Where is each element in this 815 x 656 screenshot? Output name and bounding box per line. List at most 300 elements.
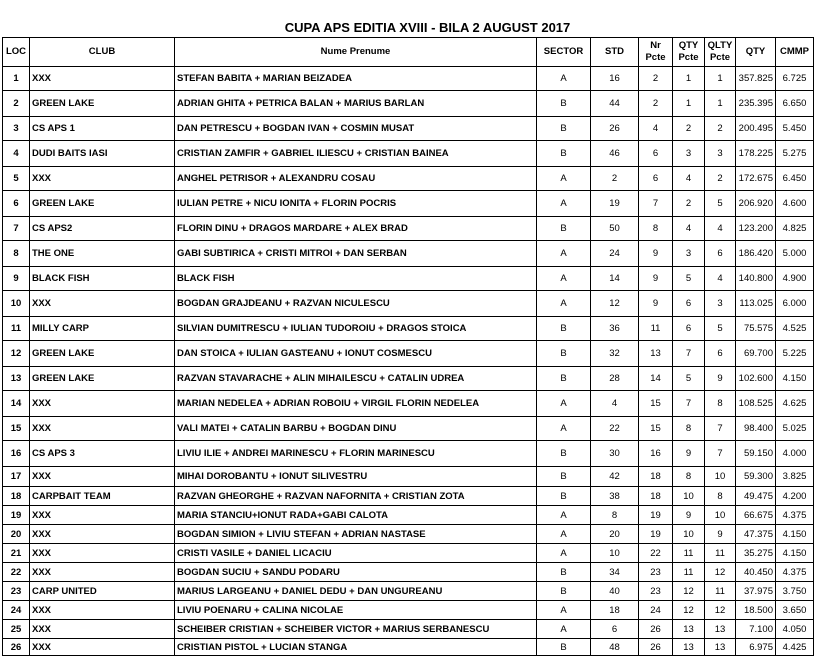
table-row: [3, 217, 814, 241]
cmmp-cell: 3.825: [776, 467, 814, 487]
nr-pcte-cell: 24: [639, 601, 673, 620]
sector-cell: B: [537, 117, 591, 141]
nume-cell: CRISTIAN PISTOL + LUCIAN STANGA: [175, 639, 537, 656]
qty-cell: 18.500: [736, 601, 776, 620]
qty-cell: 113.025: [736, 291, 776, 317]
std-cell: 26: [591, 117, 639, 141]
nr-pcte-cell: 14: [639, 367, 673, 391]
std-cell: 2: [591, 167, 639, 191]
qlty-pcte-cell: 13: [705, 639, 736, 656]
club-cell: GREEN LAKE: [30, 91, 175, 117]
col-nr-bot: Pcte: [645, 52, 666, 63]
sector-cell: A: [537, 506, 591, 525]
nume-cell: SILVIAN DUMITRESCU + IULIAN TUDOROIU + DRAGOS STOICA: [175, 317, 537, 341]
table-body: [3, 67, 814, 656]
std-cell: 24: [591, 241, 639, 267]
std-cell: 34: [591, 563, 639, 582]
qlty-pcte-cell: 12: [705, 563, 736, 582]
qty-cell: 102.600: [736, 367, 776, 391]
sector-cell: B: [537, 563, 591, 582]
club-cell: XXX: [30, 601, 175, 620]
std-cell: 30: [591, 441, 639, 467]
loc-cell: 14: [3, 391, 30, 417]
loc-cell: 4: [3, 141, 30, 167]
nr-pcte-cell: 2: [639, 91, 673, 117]
std-cell: 28: [591, 367, 639, 391]
club-cell: CS APS2: [30, 217, 175, 241]
qlty-pcte-cell: 10: [705, 467, 736, 487]
qty-cell: 35.275: [736, 544, 776, 563]
loc-cell: 6: [3, 191, 30, 217]
col-qty-top: QTY: [678, 40, 699, 51]
std-cell: 40: [591, 582, 639, 601]
nr-pcte-cell: 19: [639, 525, 673, 544]
loc-cell: 2: [3, 91, 30, 117]
qty-pcte-cell: 11: [673, 563, 705, 582]
nume-cell: MARIAN NEDELEA + ADRIAN ROBOIU + VIRGIL FLORIN NEDELEA: [175, 391, 537, 417]
loc-cell: 17: [3, 467, 30, 487]
qlty-pcte-cell: 11: [705, 544, 736, 563]
std-cell: 12: [591, 291, 639, 317]
std-cell: 14: [591, 267, 639, 291]
nume-cell: GABI SUBTIRICA + CRISTI MITROI + DAN SERBAN: [175, 241, 537, 267]
club-cell: GREEN LAKE: [30, 191, 175, 217]
qty-cell: 357.825: [736, 67, 776, 91]
club-cell: XXX: [30, 620, 175, 639]
cmmp-cell: 3.650: [776, 601, 814, 620]
loc-cell: 8: [3, 241, 30, 267]
nume-cell: CRISTIAN ZAMFIR + GABRIEL ILIESCU + CRISTIAN BAINEA: [175, 141, 537, 167]
club-cell: XXX: [30, 525, 175, 544]
qty-pcte-cell: 1: [673, 67, 705, 91]
std-cell: 22: [591, 417, 639, 441]
club-cell: XXX: [30, 506, 175, 525]
club-cell: XXX: [30, 391, 175, 417]
nr-pcte-cell: 11: [639, 317, 673, 341]
table-row: [3, 563, 814, 582]
qlty-pcte-cell: 6: [705, 341, 736, 367]
qty-pcte-cell: 8: [673, 467, 705, 487]
col-cmmp: CMMP: [776, 38, 814, 67]
qty-pcte-cell: 12: [673, 601, 705, 620]
qty-pcte-cell: 6: [673, 317, 705, 341]
club-cell: XXX: [30, 417, 175, 441]
cmmp-cell: 4.200: [776, 487, 814, 506]
nume-cell: DAN PETRESCU + BOGDAN IVAN + COSMIN MUSAT: [175, 117, 537, 141]
nr-pcte-cell: 4: [639, 117, 673, 141]
cmmp-cell: 5.025: [776, 417, 814, 441]
col-qty-bot: Pcte: [678, 52, 699, 63]
std-cell: 50: [591, 217, 639, 241]
cmmp-cell: 6.450: [776, 167, 814, 191]
loc-cell: 12: [3, 341, 30, 367]
club-cell: XXX: [30, 467, 175, 487]
std-cell: 48: [591, 639, 639, 656]
club-cell: CARPBAIT TEAM: [30, 487, 175, 506]
qty-pcte-cell: 3: [673, 241, 705, 267]
qlty-pcte-cell: 4: [705, 267, 736, 291]
qty-cell: 140.800: [736, 267, 776, 291]
table-row: [3, 67, 814, 91]
sector-cell: A: [537, 291, 591, 317]
qlty-pcte-cell: 2: [705, 117, 736, 141]
nr-pcte-cell: 15: [639, 417, 673, 441]
qty-cell: 47.375: [736, 525, 776, 544]
table-row: [3, 367, 814, 391]
club-cell: BLACK FISH: [30, 267, 175, 291]
sector-cell: B: [537, 639, 591, 656]
table-row: [3, 417, 814, 441]
qlty-pcte-cell: 3: [705, 291, 736, 317]
qty-cell: 206.920: [736, 191, 776, 217]
sector-cell: B: [537, 487, 591, 506]
loc-cell: 13: [3, 367, 30, 391]
qty-pcte-cell: 5: [673, 367, 705, 391]
nume-cell: IULIAN PETRE + NICU IONITA + FLORIN POCRIS: [175, 191, 537, 217]
qty-cell: 49.475: [736, 487, 776, 506]
qty-cell: 40.450: [736, 563, 776, 582]
sector-cell: B: [537, 467, 591, 487]
std-cell: 20: [591, 525, 639, 544]
club-cell: CS APS 3: [30, 441, 175, 467]
qlty-pcte-cell: 7: [705, 417, 736, 441]
cmmp-cell: 5.225: [776, 341, 814, 367]
col-std: STD: [591, 38, 639, 67]
col-qty-pcte: [673, 38, 705, 67]
table-row: [3, 441, 814, 467]
qlty-pcte-cell: 11: [705, 582, 736, 601]
table-row: [3, 91, 814, 117]
cmmp-cell: 4.900: [776, 267, 814, 291]
loc-cell: 15: [3, 417, 30, 441]
nr-pcte-cell: 2: [639, 67, 673, 91]
qty-pcte-cell: 7: [673, 341, 705, 367]
table-row: [3, 639, 814, 656]
club-cell: XXX: [30, 167, 175, 191]
nume-cell: BOGDAN GRAJDEANU + RAZVAN NICULESCU: [175, 291, 537, 317]
cmmp-cell: 6.725: [776, 67, 814, 91]
qty-pcte-cell: 2: [673, 191, 705, 217]
qty-cell: 7.100: [736, 620, 776, 639]
qlty-pcte-cell: 8: [705, 391, 736, 417]
nume-cell: BOGDAN SIMION + LIVIU STEFAN + ADRIAN NASTASE: [175, 525, 537, 544]
nr-pcte-cell: 8: [639, 217, 673, 241]
qty-pcte-cell: 5: [673, 267, 705, 291]
sector-cell: B: [537, 341, 591, 367]
qlty-pcte-cell: 6: [705, 241, 736, 267]
nr-pcte-cell: 23: [639, 563, 673, 582]
table-row: [3, 191, 814, 217]
table-row: [3, 601, 814, 620]
nume-cell: LIVIU POENARU + CALINA NICOLAE: [175, 601, 537, 620]
sector-cell: B: [537, 441, 591, 467]
loc-cell: 26: [3, 639, 30, 656]
table-row: [3, 391, 814, 417]
qty-pcte-cell: 13: [673, 620, 705, 639]
qty-pcte-cell: 13: [673, 639, 705, 656]
table-row: [3, 582, 814, 601]
qlty-pcte-cell: 2: [705, 167, 736, 191]
table-row: [3, 341, 814, 367]
qlty-pcte-cell: 9: [705, 525, 736, 544]
cmmp-cell: 4.425: [776, 639, 814, 656]
nr-pcte-cell: 18: [639, 487, 673, 506]
col-qty: QTY: [736, 38, 776, 67]
cmmp-cell: 4.150: [776, 367, 814, 391]
loc-cell: 19: [3, 506, 30, 525]
cmmp-cell: 4.825: [776, 217, 814, 241]
loc-cell: 11: [3, 317, 30, 341]
cmmp-cell: 6.000: [776, 291, 814, 317]
nume-cell: STEFAN BABITA + MARIAN BEIZADEA: [175, 67, 537, 91]
sector-cell: A: [537, 601, 591, 620]
qlty-pcte-cell: 12: [705, 601, 736, 620]
nr-pcte-cell: 9: [639, 291, 673, 317]
table-row: [3, 167, 814, 191]
cmmp-cell: 5.000: [776, 241, 814, 267]
std-cell: 32: [591, 341, 639, 367]
loc-cell: 1: [3, 67, 30, 91]
cmmp-cell: 4.150: [776, 525, 814, 544]
qty-cell: 66.675: [736, 506, 776, 525]
sector-cell: A: [537, 391, 591, 417]
sector-cell: B: [537, 367, 591, 391]
page-title: CUPA APS EDITIA XVIII - BILA 2 AUGUST 2017: [284, 20, 571, 35]
sector-cell: B: [537, 91, 591, 117]
table-row: [3, 141, 814, 167]
qty-pcte-cell: 4: [673, 217, 705, 241]
loc-cell: 25: [3, 620, 30, 639]
nume-cell: VALI MATEI + CATALIN BARBU + BOGDAN DINU: [175, 417, 537, 441]
qty-pcte-cell: 9: [673, 506, 705, 525]
nr-pcte-cell: 23: [639, 582, 673, 601]
loc-cell: 7: [3, 217, 30, 241]
nume-cell: FLORIN DINU + DRAGOS MARDARE + ALEX BRAD: [175, 217, 537, 241]
club-cell: DUDI BAITS IASI: [30, 141, 175, 167]
qty-cell: 200.495: [736, 117, 776, 141]
qty-pcte-cell: 4: [673, 167, 705, 191]
qty-cell: 59.150: [736, 441, 776, 467]
club-cell: XXX: [30, 291, 175, 317]
qlty-pcte-cell: 5: [705, 191, 736, 217]
loc-cell: 22: [3, 563, 30, 582]
col-nr: [639, 38, 673, 67]
cmmp-cell: 4.375: [776, 563, 814, 582]
qty-cell: 108.525: [736, 391, 776, 417]
table-row: [3, 525, 814, 544]
sector-cell: B: [537, 141, 591, 167]
qty-pcte-cell: 2: [673, 117, 705, 141]
cmmp-cell: 4.375: [776, 506, 814, 525]
nr-pcte-cell: 26: [639, 639, 673, 656]
qlty-pcte-cell: 10: [705, 506, 736, 525]
nr-pcte-cell: 19: [639, 506, 673, 525]
nume-cell: ADRIAN GHITA + PETRICA BALAN + MARIUS BARLAN: [175, 91, 537, 117]
sector-cell: A: [537, 241, 591, 267]
col-qlty-pcte: [705, 38, 736, 67]
qlty-pcte-cell: 1: [705, 67, 736, 91]
std-cell: 46: [591, 141, 639, 167]
qty-cell: 59.300: [736, 467, 776, 487]
qty-cell: 172.675: [736, 167, 776, 191]
sector-cell: B: [537, 317, 591, 341]
qlty-pcte-cell: 1: [705, 91, 736, 117]
qty-pcte-cell: 9: [673, 441, 705, 467]
nr-pcte-cell: 9: [639, 241, 673, 267]
table-row: [3, 487, 814, 506]
nr-pcte-cell: 16: [639, 441, 673, 467]
club-cell: CS APS 1: [30, 117, 175, 141]
nr-pcte-cell: 9: [639, 267, 673, 291]
nr-pcte-cell: 22: [639, 544, 673, 563]
sector-cell: A: [537, 67, 591, 91]
table-row: [3, 620, 814, 639]
club-cell: XXX: [30, 639, 175, 656]
std-cell: 4: [591, 391, 639, 417]
table-row: [3, 291, 814, 317]
table-row: [3, 117, 814, 141]
nume-cell: MARIA STANCIU+IONUT RADA+GABI CALOTA: [175, 506, 537, 525]
qlty-pcte-cell: 5: [705, 317, 736, 341]
header-row: [3, 38, 814, 67]
col-club: CLUB: [30, 38, 175, 67]
table-row: [3, 506, 814, 525]
qlty-pcte-cell: 7: [705, 441, 736, 467]
nume-cell: LIVIU ILIE + ANDREI MARINESCU + FLORIN MARINESCU: [175, 441, 537, 467]
std-cell: 18: [591, 601, 639, 620]
loc-cell: 23: [3, 582, 30, 601]
club-cell: GREEN LAKE: [30, 367, 175, 391]
nume-cell: BLACK FISH: [175, 267, 537, 291]
qty-pcte-cell: 7: [673, 391, 705, 417]
sector-cell: A: [537, 525, 591, 544]
nume-cell: RAZVAN STAVARACHE + ALIN MIHAILESCU + CATALIN UDREA: [175, 367, 537, 391]
nr-pcte-cell: 18: [639, 467, 673, 487]
loc-cell: 24: [3, 601, 30, 620]
cmmp-cell: 4.625: [776, 391, 814, 417]
nume-cell: CRISTI VASILE + DANIEL LICACIU: [175, 544, 537, 563]
qty-pcte-cell: 12: [673, 582, 705, 601]
std-cell: 44: [591, 91, 639, 117]
qty-cell: 235.395: [736, 91, 776, 117]
nume-cell: MARIUS LARGEANU + DANIEL DEDU + DAN UNGUREANU: [175, 582, 537, 601]
cmmp-cell: 4.525: [776, 317, 814, 341]
nume-cell: RAZVAN GHEORGHE + RAZVAN NAFORNITA + CRISTIAN ZOTA: [175, 487, 537, 506]
std-cell: 6: [591, 620, 639, 639]
qty-pcte-cell: 8: [673, 417, 705, 441]
sector-cell: A: [537, 267, 591, 291]
col-qlty-bot: Pcte: [709, 52, 731, 63]
table-row: [3, 544, 814, 563]
loc-cell: 3: [3, 117, 30, 141]
col-nr-top: Nr: [650, 40, 661, 51]
qty-cell: 75.575: [736, 317, 776, 341]
qty-pcte-cell: 10: [673, 487, 705, 506]
club-cell: XXX: [30, 563, 175, 582]
cmmp-cell: 5.450: [776, 117, 814, 141]
nr-pcte-cell: 13: [639, 341, 673, 367]
qlty-pcte-cell: 9: [705, 367, 736, 391]
club-cell: XXX: [30, 544, 175, 563]
loc-cell: 5: [3, 167, 30, 191]
qty-pcte-cell: 10: [673, 525, 705, 544]
qty-cell: 69.700: [736, 341, 776, 367]
table-row: [3, 317, 814, 341]
cmmp-cell: 4.150: [776, 544, 814, 563]
qty-cell: 123.200: [736, 217, 776, 241]
cmmp-cell: 4.600: [776, 191, 814, 217]
std-cell: 16: [591, 67, 639, 91]
table-row: [3, 267, 814, 291]
table-row: [3, 241, 814, 267]
sector-cell: A: [537, 191, 591, 217]
std-cell: 19: [591, 191, 639, 217]
nume-cell: DAN STOICA + IULIAN GASTEANU + IONUT COSMESCU: [175, 341, 537, 367]
qty-pcte-cell: 1: [673, 91, 705, 117]
nume-cell: MIHAI DOROBANTU + IONUT SILIVESTRU: [175, 467, 537, 487]
cmmp-cell: 3.750: [776, 582, 814, 601]
qlty-pcte-cell: 3: [705, 141, 736, 167]
loc-cell: 18: [3, 487, 30, 506]
club-cell: CARP UNITED: [30, 582, 175, 601]
club-cell: THE ONE: [30, 241, 175, 267]
loc-cell: 21: [3, 544, 30, 563]
qty-cell: 186.420: [736, 241, 776, 267]
sector-cell: A: [537, 544, 591, 563]
sector-cell: B: [537, 217, 591, 241]
std-cell: 10: [591, 544, 639, 563]
cmmp-cell: 4.000: [776, 441, 814, 467]
sector-cell: A: [537, 620, 591, 639]
qlty-pcte-cell: 8: [705, 487, 736, 506]
col-loc: LOC: [3, 38, 30, 67]
cmmp-cell: 6.650: [776, 91, 814, 117]
qty-pcte-cell: 3: [673, 141, 705, 167]
std-cell: 8: [591, 506, 639, 525]
qty-pcte-cell: 11: [673, 544, 705, 563]
std-cell: 42: [591, 467, 639, 487]
loc-cell: 9: [3, 267, 30, 291]
club-cell: MILLY CARP: [30, 317, 175, 341]
loc-cell: 16: [3, 441, 30, 467]
nr-pcte-cell: 7: [639, 191, 673, 217]
col-sector: SECTOR: [537, 38, 591, 67]
sector-cell: A: [537, 167, 591, 191]
nume-cell: ANGHEL PETRISOR + ALEXANDRU COSAU: [175, 167, 537, 191]
club-cell: XXX: [30, 67, 175, 91]
nr-pcte-cell: 26: [639, 620, 673, 639]
table-row: [3, 467, 814, 487]
club-cell: GREEN LAKE: [30, 341, 175, 367]
nr-pcte-cell: 6: [639, 141, 673, 167]
col-nume: Nume Prenume: [175, 38, 537, 67]
std-cell: 36: [591, 317, 639, 341]
nr-pcte-cell: 6: [639, 167, 673, 191]
results-table: [2, 37, 814, 656]
sector-cell: A: [537, 417, 591, 441]
cmmp-cell: 5.275: [776, 141, 814, 167]
loc-cell: 20: [3, 525, 30, 544]
nume-cell: BOGDAN SUCIU + SANDU PODARU: [175, 563, 537, 582]
std-cell: 38: [591, 487, 639, 506]
loc-cell: 10: [3, 291, 30, 317]
qty-cell: 178.225: [736, 141, 776, 167]
qty-cell: 6.975: [736, 639, 776, 656]
nume-cell: SCHEIBER CRISTIAN + SCHEIBER VICTOR + MARIUS SERBANESCU: [175, 620, 537, 639]
nr-pcte-cell: 15: [639, 391, 673, 417]
sector-cell: B: [537, 582, 591, 601]
qty-cell: 98.400: [736, 417, 776, 441]
